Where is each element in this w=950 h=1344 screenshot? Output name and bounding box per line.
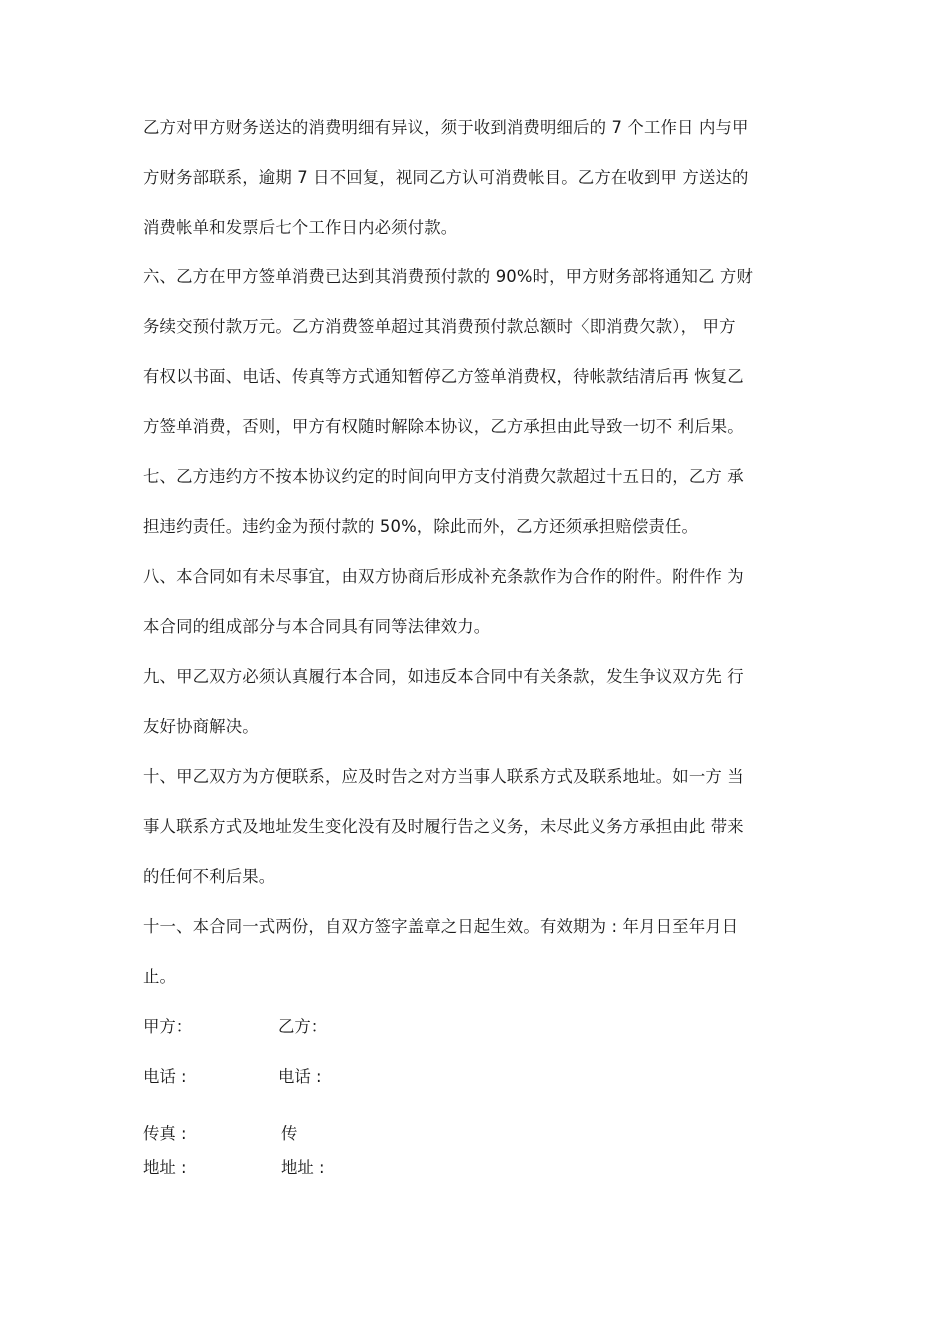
paragraph-line: 方财务部联系，逾期 7 日不回复，视同乙方认可消费帐目。乙方在收到甲 方送达的	[143, 168, 749, 187]
clause-6-line: 务续交预付款万元。乙方消费签单超过其消费预付款总额时〈即消费欠款）， 甲方	[143, 317, 736, 336]
paragraph-line: 消费帐单和发票后七个工作日内必须付款。	[143, 218, 458, 237]
address-a-label: 地址 :	[143, 1158, 187, 1177]
clause-6-line: 有权以书面、电话、传真等方式通知暂停乙方签单消费权，待帐款结清后再 恢复乙	[143, 367, 744, 386]
party-b-label: 乙方：	[278, 1017, 328, 1036]
clause-11-line: 止。	[143, 967, 177, 986]
fax-b-label: 传	[281, 1124, 298, 1143]
clause-9-line: 友好协商解决。	[143, 717, 259, 736]
address-b-label: 地址 :	[281, 1158, 325, 1177]
phone-b-label: 电话 :	[278, 1067, 322, 1086]
clause-6-line: 六、乙方在甲方签单消费已达到其消费预付款的 90%时，甲方财务部将通知乙 方财	[143, 267, 753, 286]
clause-10-line: 事人联系方式及地址发生变化没有及时履行告之义务，未尽此义务方承担由此 带来	[143, 817, 744, 836]
clause-10-line: 十、甲乙双方为方便联系，应及时告之对方当事人联系方式及联系地址。如一方 当	[143, 767, 744, 786]
clause-9-line: 九、甲乙双方必须认真履行本合同，如违反本合同中有关条款，发生争议双方先 行	[143, 667, 744, 686]
phone-a-label: 电话 :	[143, 1067, 187, 1086]
clause-7-line: 担违约责任。违约金为预付款的 50%，除此而外，乙方还须承担赔偿责任。	[143, 517, 698, 536]
paragraph-line: 乙方对甲方财务送达的消费明细有异议，须于收到消费明细后的 7 个工作日 内与甲	[143, 118, 749, 137]
party-a-label: 甲方：	[143, 1017, 193, 1036]
clause-6-line: 方签单消费，否则，甲方有权随时解除本协议，乙方承担由此导致一切不 利后果。	[143, 417, 744, 436]
clause-11-line: 十一、本合同一式两份，自双方签字盖章之日起生效。有效期为 : 年月日至年月日	[143, 917, 739, 936]
clause-7-line: 七、乙方违约方不按本协议约定的时间向甲方支付消费欠款超过十五日的，乙方 承	[143, 467, 744, 486]
clause-8-line: 本合同的组成部分与本合同具有同等法律效力。	[143, 617, 491, 636]
clause-8-line: 八、本合同如有未尽事宜，由双方协商后形成补充条款作为合作的附件。附件作 为	[143, 567, 744, 586]
clause-10-line: 的任何不利后果。	[143, 867, 276, 886]
fax-a-label: 传真 :	[143, 1124, 187, 1143]
